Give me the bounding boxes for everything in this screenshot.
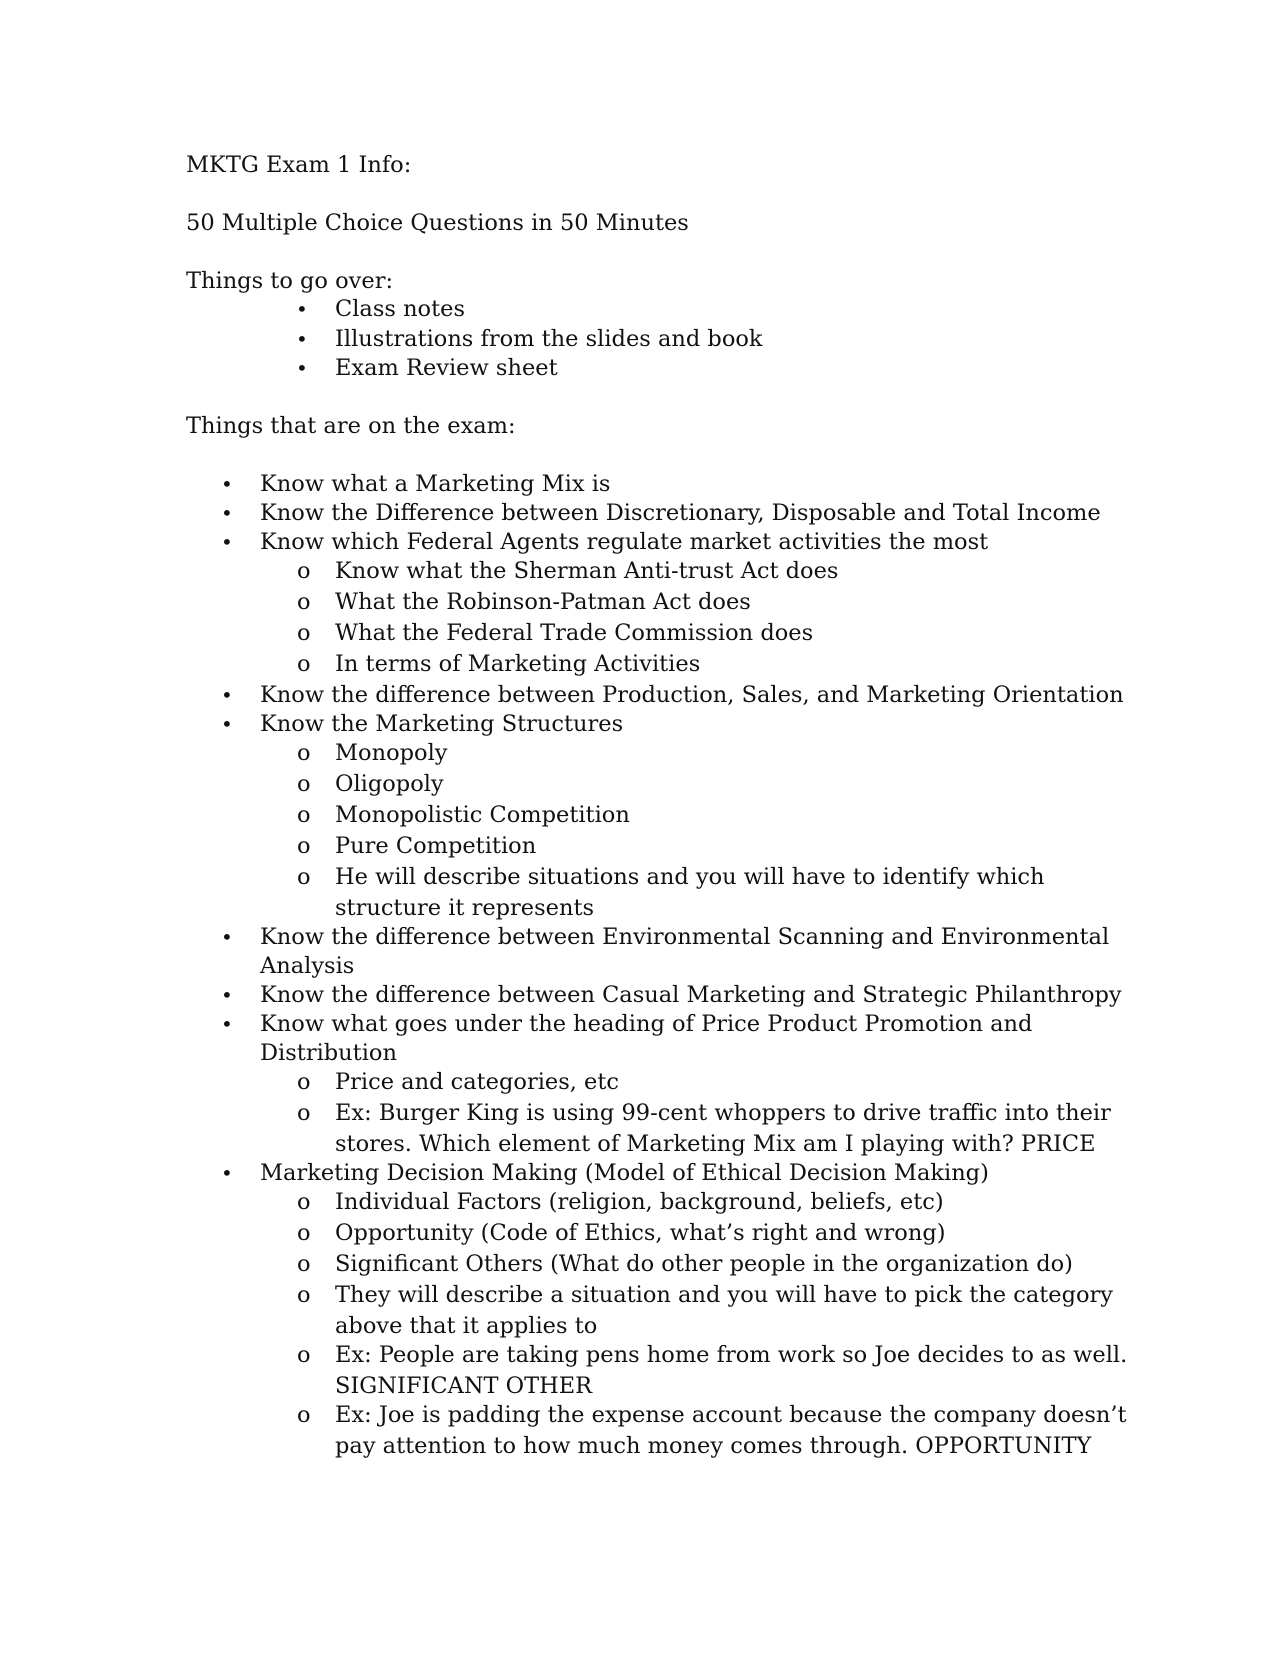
- sub-bullet-icon: o: [297, 1069, 311, 1095]
- sub-list-item: Know what the Sherman Anti-trust Act does: [335, 558, 839, 584]
- sub-list-item: Significant Others (What do other people in the organization do): [335, 1251, 1073, 1277]
- list-item: Exam Review sheet: [335, 355, 558, 381]
- sub-bullet-icon: o: [297, 1189, 311, 1215]
- list-item: Know what goes under the heading of Price Product Promotion and: [260, 1011, 1033, 1037]
- sub-bullet-icon: o: [297, 589, 311, 615]
- sub-list-item-continuation: SIGNIFICANT OTHER: [335, 1373, 593, 1399]
- list-item: Marketing Decision Making (Model of Ethical Decision Making): [260, 1160, 989, 1186]
- sub-bullet-icon: o: [297, 1220, 311, 1246]
- sub-bullet-icon: o: [297, 651, 311, 677]
- list-item: Know the difference between Casual Marketing and Strategic Philanthropy: [260, 982, 1122, 1008]
- bullet-icon: •: [221, 925, 233, 949]
- sub-bullet-icon: o: [297, 1342, 311, 1368]
- sub-list-item: Opportunity (Code of Ethics, what’s right and wrong): [335, 1220, 946, 1246]
- sub-bullet-icon: o: [297, 740, 311, 766]
- sub-list-item-continuation: structure it represents: [335, 895, 595, 921]
- sub-bullet-icon: o: [297, 620, 311, 646]
- sub-list-item: Ex: Joe is padding the expense account because the company doesn’t: [335, 1402, 1127, 1428]
- bullet-icon: •: [296, 356, 308, 380]
- list-item: Know the Difference between Discretionary, Disposable and Total Income: [260, 500, 1101, 526]
- bullet-icon: •: [221, 530, 233, 554]
- sub-list-item: Price and categories, etc: [335, 1069, 620, 1095]
- list-item: Know the Marketing Structures: [260, 711, 624, 737]
- bullet-icon: •: [221, 683, 233, 707]
- list-item: Know the difference between Production, Sales, and Marketing Orientation: [260, 682, 1124, 708]
- exam-format: 50 Multiple Choice Questions in 50 Minutes: [186, 210, 689, 236]
- sub-list-item: Oligopoly: [335, 771, 444, 797]
- bullet-icon: •: [296, 297, 308, 321]
- document-title: MKTG Exam 1 Info:: [186, 152, 412, 178]
- list-item: Know what a Marketing Mix is: [260, 471, 611, 497]
- sub-list-item: Ex: People are taking pens home from work so Joe decides to as well.: [335, 1342, 1128, 1368]
- sub-bullet-icon: o: [297, 833, 311, 859]
- sub-bullet-icon: o: [297, 1251, 311, 1277]
- bullet-icon: •: [296, 327, 308, 351]
- bullet-icon: •: [221, 712, 233, 736]
- sub-list-item: They will describe a situation and you will have to pick the category: [335, 1282, 1114, 1308]
- sub-list-item: Monopolistic Competition: [335, 802, 630, 828]
- list-item-continuation: Distribution: [260, 1040, 397, 1066]
- sub-list-item-continuation: above that it applies to: [335, 1313, 598, 1339]
- sub-bullet-icon: o: [297, 1282, 311, 1308]
- sub-bullet-icon: o: [297, 864, 311, 890]
- bullet-icon: •: [221, 472, 233, 496]
- go-over-heading: Things to go over:: [186, 268, 394, 294]
- sub-list-item: Pure Competition: [335, 833, 537, 859]
- sub-bullet-icon: o: [297, 1402, 311, 1428]
- bullet-icon: •: [221, 983, 233, 1007]
- sub-list-item: In terms of Marketing Activities: [335, 651, 701, 677]
- sub-list-item: What the Federal Trade Commission does: [335, 620, 814, 646]
- sub-list-item: What the Robinson-Patman Act does: [335, 589, 751, 615]
- sub-bullet-icon: o: [297, 802, 311, 828]
- sub-bullet-icon: o: [297, 1100, 311, 1126]
- sub-list-item-continuation: pay attention to how much money comes through. OPPORTUNITY: [335, 1433, 1092, 1459]
- list-item: Class notes: [335, 296, 466, 322]
- list-item: Know which Federal Agents regulate market activities the most: [260, 529, 989, 555]
- list-item: Illustrations from the slides and book: [335, 326, 763, 352]
- sub-list-item: Monopoly: [335, 740, 448, 766]
- bullet-icon: •: [221, 1161, 233, 1185]
- sub-list-item-continuation: stores. Which element of Marketing Mix am I playing with? PRICE: [335, 1131, 1096, 1157]
- sub-list-item: Individual Factors (religion, background, beliefs, etc): [335, 1189, 944, 1215]
- list-item: Know the difference between Environmental Scanning and Environmental: [260, 924, 1110, 950]
- list-item-continuation: Analysis: [260, 953, 355, 979]
- sub-list-item: Ex: Burger King is using 99-cent whoppers to drive traffic into their: [335, 1100, 1111, 1126]
- sub-list-item: He will describe situations and you will have to identify which: [335, 864, 1045, 890]
- bullet-icon: •: [221, 501, 233, 525]
- on-exam-heading: Things that are on the exam:: [186, 413, 516, 439]
- bullet-icon: •: [221, 1012, 233, 1036]
- sub-bullet-icon: o: [297, 558, 311, 584]
- sub-bullet-icon: o: [297, 771, 311, 797]
